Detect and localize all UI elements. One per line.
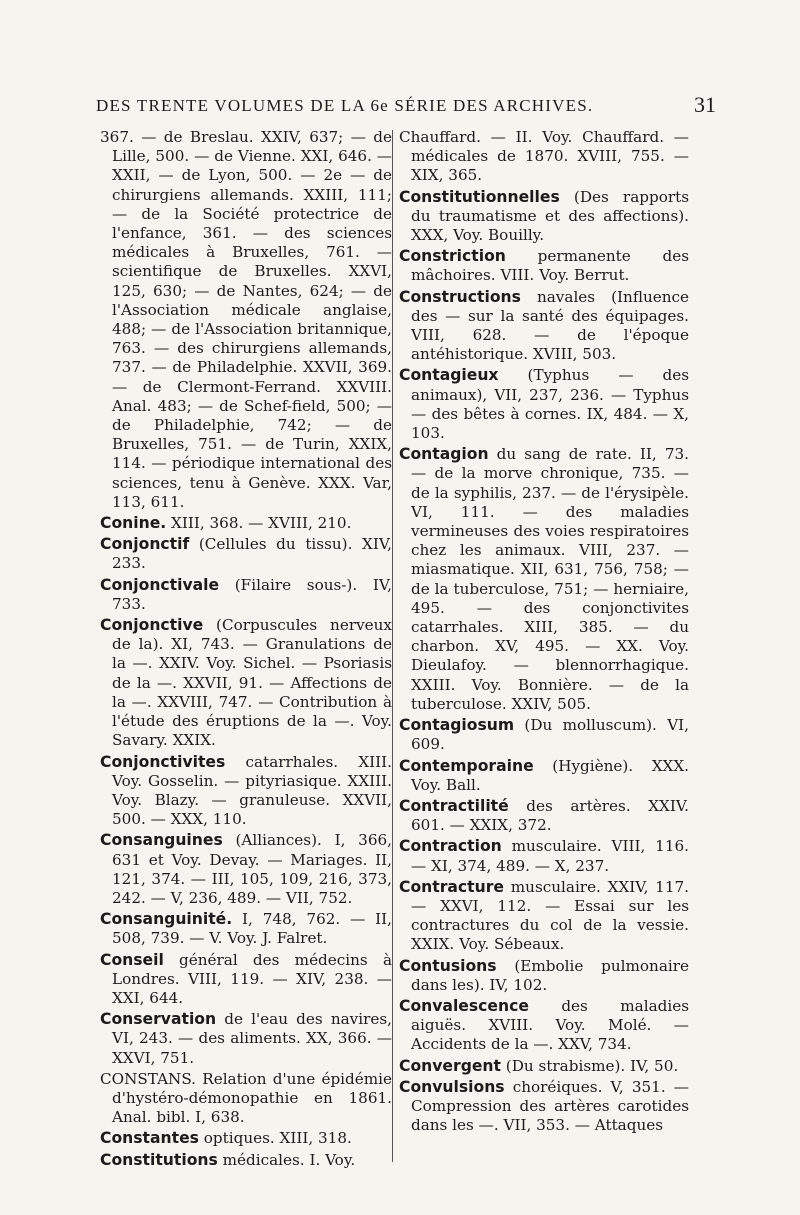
index-entry <box>100 1010 392 1068</box>
entry-headword: Contagiosum <box>399 716 515 735</box>
index-entry <box>399 878 689 955</box>
entry-headword: Conseil <box>100 950 164 969</box>
entry-headword: Contraction <box>399 837 502 856</box>
index-entry <box>100 1151 392 1170</box>
entry-text: catarrhales. XIII. Voy. Gosselin. — pityriasique. XXIII. Voy. Blazy. — granuleuse. XXVII, 500. — XXX, 110. <box>112 752 392 829</box>
index-entry <box>100 576 392 614</box>
entry-headword: Contagion <box>399 445 489 464</box>
index-entry <box>100 514 392 533</box>
entry-text: 367. — de Breslau. XXIV, 637; — de Lille, 500. — de Vienne. XXI, 646. — XXII, — de Lyon, 500. — 2e — de chirurgiens allemands. XXIII, 111; — de la Société protectrice de l'enfance, 361. — des sciences médicales à Bruxelles, 761. — scientifique de Bruxelles. XXVI, 125, 630; — de Nantes, 624; — de l'Association médicale anglaise, 488; — de l'Association britannique, 763. — des chirurgiens allemands, 737. — de Philadelphie. XXVII, 369. — de Clermont-Ferrand. XXVIII. Anal. 483; — de Schef-field, 500; — de Philadelphie, 742; — de Bruxelles, 751. — de Turin, XXIX, 114. — périodique international des sciences, tenu à Genève. XXX. Var, 113, 611. <box>100 128 392 511</box>
index-entry <box>399 757 689 795</box>
index-entry <box>399 1078 689 1136</box>
entry-headword: Conjonctif <box>100 535 190 554</box>
entry-headword: Constriction <box>399 247 506 266</box>
running-title: DES TRENTE VOLUMES DE LA 6e SÉRIE DES ARCHIVES. <box>96 96 594 115</box>
entry-headword: Consanguinité. <box>100 910 233 929</box>
entry-text: navales (Influence des — sur la santé des équipages. VIII, 628. — de l'époque antéhistorique. XVIII, 503. <box>411 287 689 364</box>
entry-text: I, 748, 762. — II, 508, 739. — V. Voy. J. Falret. <box>112 910 392 948</box>
right-column <box>399 128 689 1137</box>
index-entry <box>100 951 392 1009</box>
entry-headword: Convalescence <box>399 996 529 1015</box>
index-entry <box>100 1070 392 1128</box>
entry-text: des artères. XXIV. 601. — XXIX, 372. <box>411 796 689 835</box>
index-entry <box>399 288 689 365</box>
entry-text: permanente des mâchoires. VIII. Voy. Berrut. <box>411 247 689 285</box>
entry-text: (Des rapports du traumatisme et des affections). XXX, Voy. Bouilly. <box>411 187 689 245</box>
entry-text: (Corpuscules nerveux de la). XI, 743. — Granulations de la —. XXIV. Voy. Sichel. — Psoriasis de la —. XXVII, 91. — Affections de la —. XXVIII, 747. — Contribution à l'étude des éruptions de la —. Voy. Savary. XXIX. <box>112 616 392 750</box>
entry-headword: Conjonctivites <box>100 752 226 771</box>
entry-text: (Du molluscum). VI, 609. <box>411 716 689 754</box>
entry-headword: Constitutionnelles <box>399 187 560 206</box>
entry-headword: Contractilité <box>399 796 509 815</box>
column-divider <box>392 130 393 1162</box>
entry-text: choréiques. V, 351. — Compression des artères carotides dans les —. VII, 353. — Attaques <box>411 1077 689 1135</box>
index-entry <box>399 997 689 1055</box>
entry-headword: Constructions <box>399 287 521 306</box>
entry-text: XIII, 368. — XVIII, 210. <box>166 514 352 533</box>
entry-text: de l'eau des navires, VI, 243. — des aliments. XX, 366. — XXVI, 751. <box>112 1010 392 1067</box>
entry-headword: Convergent <box>399 1056 501 1075</box>
entry-text: (Typhus — des animaux), VII, 237, 236. — Typhus — des bêtes à cornes. IX, 484. — X, 103. <box>411 366 689 443</box>
entry-text: médicales. I. Voy. <box>217 1150 356 1169</box>
entry-headword: Contracture <box>399 877 504 896</box>
page-number: 31 <box>694 92 716 117</box>
index-entry <box>100 616 392 750</box>
entry-text: des maladies aiguës. XVIII. Voy. Molé. — Accidents de la —. XXV, 734. <box>411 996 689 1054</box>
entry-text: (Hygiène). XXX. Voy. Ball. <box>411 756 689 794</box>
entry-headword: Conine. <box>100 514 167 533</box>
entry-headword: Constitutions <box>100 1150 218 1169</box>
entry-text: musculaire. XXIV, 117. — XXVI, 112. — Essai sur les contractures du col de la vessie. XXIX. Voy. Sébeaux. <box>411 877 689 954</box>
entry-headword: Constantes <box>100 1129 199 1148</box>
entry-headword: Contemporaine <box>399 756 534 775</box>
entry-headword: Conjonctive <box>100 616 204 635</box>
entry-text: général des médecins à Londres. VIII, 119. — XIV, 238. — XXI, 644. <box>112 950 392 1007</box>
entry-headword: Contusions <box>399 956 497 975</box>
index-entry <box>100 753 392 830</box>
index-entry <box>399 797 689 835</box>
entry-headword: Conservation <box>100 1010 217 1029</box>
page-header <box>96 92 716 122</box>
index-entry <box>100 535 392 573</box>
entry-headword: Conjonctivale <box>100 575 220 594</box>
index-entry <box>399 957 689 995</box>
entry-headword: Contagieux <box>399 366 499 385</box>
index-entry <box>100 128 392 512</box>
entry-text: (Embolie pulmonaire dans les). IV, 102. <box>411 956 689 994</box>
entry-text: optiques. XIII, 318. <box>198 1129 352 1148</box>
left-column <box>100 128 392 1172</box>
index-entry <box>399 366 689 443</box>
entry-text: (Alliances). I, 366, 631 et Voy. Devay. — Mariages. II, 121, 374. — III, 105, 109, 216, 373, 242. — V, 236, 489. — VII, 752. <box>112 831 392 907</box>
entry-text: CONSTANS. Relation d'une épidémie d'hystéro-démonopathie en 1861. Anal. bibl. I, 638. <box>100 1069 392 1127</box>
index-entry <box>399 445 689 714</box>
entry-text: Chauffard. — II. Voy. Chauffard. — médicales de 1870. XVIII, 755. — XIX, 365. <box>399 128 689 185</box>
entry-headword: Consanguines <box>100 831 223 850</box>
index-entry <box>399 837 689 875</box>
index-entry <box>399 1057 689 1076</box>
index-entry <box>399 716 689 754</box>
entry-text: (Cellules du tissu). XIV, 233. <box>112 535 392 573</box>
entry-text: musculaire. VIII, 116. — XI, 374, 489. — X, 237. <box>411 837 689 875</box>
index-entry <box>100 831 392 908</box>
entry-text: (Filaire sous-). IV, 733. <box>112 575 392 613</box>
index-entry <box>399 188 689 246</box>
index-entry <box>100 1129 392 1148</box>
index-entry <box>100 910 392 948</box>
entry-text: (Du strabisme). IV, 50. <box>500 1056 679 1075</box>
index-entry <box>399 247 689 285</box>
index-entry <box>399 128 689 186</box>
entry-text: du sang de rate. II, 73. — de la morve chronique, 735. — de la syphilis, 237. — de l'érysipèle. VI, 111. — des maladies vermineuses des voies respiratoires chez les animaux. VIII, 237. — miasmatique. XII, 631, 756, 758; — de la tuberculose, 751; — herniaire, 495. — des conjonctivites catarrhales. XIII, 385. — du charbon. XV, 495. — XX. Voy. Dieulafoy. — blennorrhagique. XXIII. Voy. Bonnière. — de la tuberculose. XXIV, 505. <box>411 445 689 713</box>
entry-headword: Convulsions <box>399 1077 505 1096</box>
